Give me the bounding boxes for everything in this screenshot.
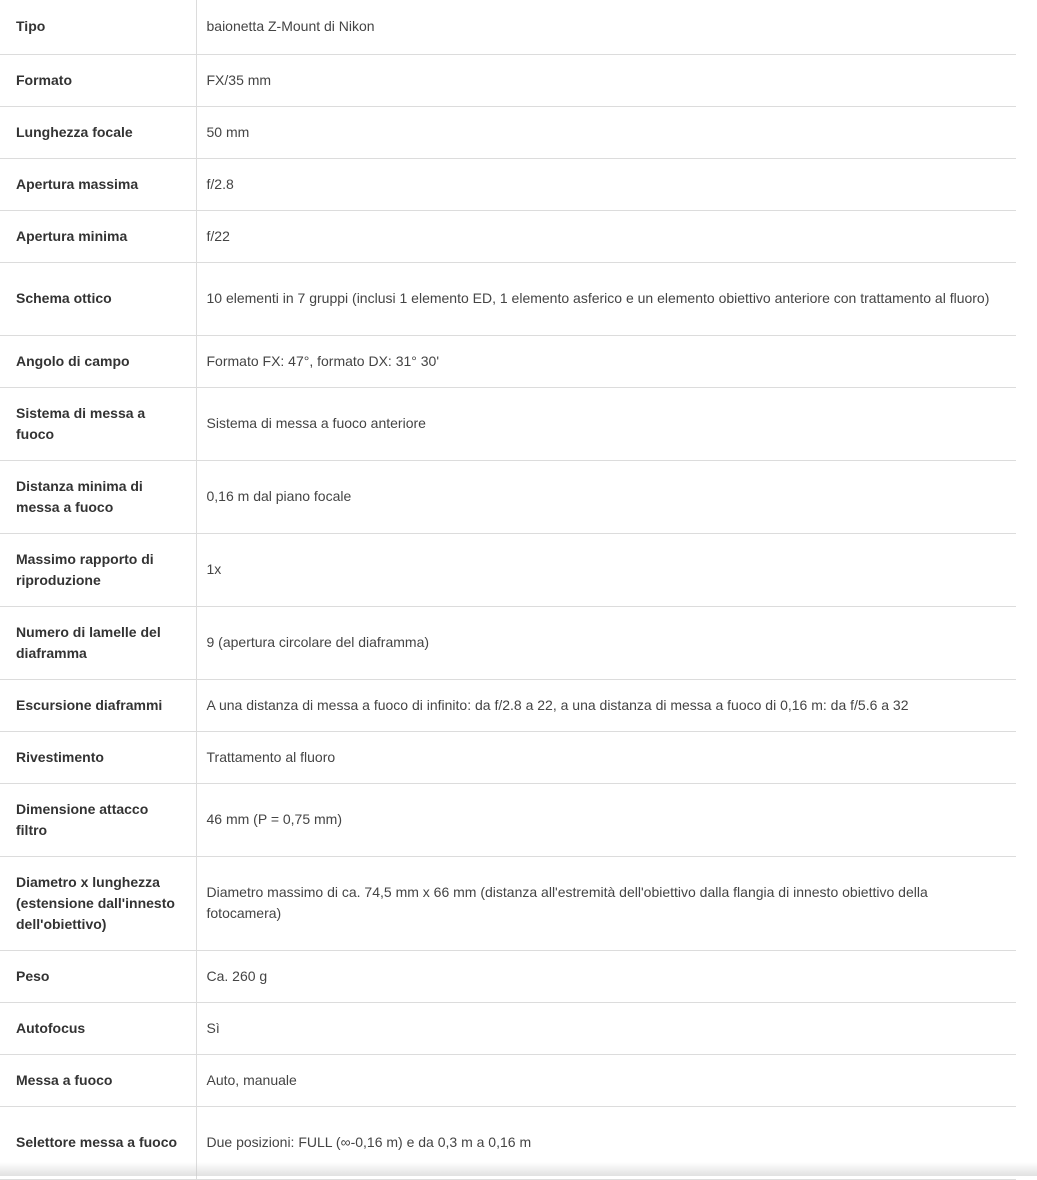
- spec-row-tipo: [0, 0, 1016, 54]
- spec-row-apertura-massima: [0, 158, 1016, 210]
- spec-label: Massimo rapporto di riproduzione: [0, 533, 196, 606]
- spec-value: 46 mm (P = 0,75 mm): [196, 783, 1016, 856]
- spec-value: 50 mm: [196, 106, 1016, 158]
- spec-label: Escursione diaframmi: [0, 679, 196, 731]
- spec-value: FX/35 mm: [196, 54, 1016, 106]
- spec-label: Sistema di messa a fuoco: [0, 387, 196, 460]
- spec-value: Diametro massimo di ca. 74,5 mm x 66 mm (distanza all'estremità dell'obiettivo dalla flangia di innesto obiettivo della fotocamera): [196, 856, 1016, 950]
- spec-row-angolo-di-campo: [0, 335, 1016, 387]
- spec-value: baionetta Z-Mount di Nikon: [196, 0, 1016, 54]
- spec-label: Schema ottico: [0, 262, 196, 335]
- spec-label: Apertura massima: [0, 158, 196, 210]
- spec-value: f/2.8: [196, 158, 1016, 210]
- spec-label: Selettore messa a fuoco: [0, 1106, 196, 1179]
- spec-value: Auto, manuale: [196, 1054, 1016, 1106]
- spec-value: f/22: [196, 210, 1016, 262]
- spec-label: Apertura minima: [0, 210, 196, 262]
- spec-row-attacco-filtro: [0, 783, 1016, 856]
- spec-row-diametro-lunghezza: [0, 856, 1016, 950]
- spec-label: Lunghezza focale: [0, 106, 196, 158]
- spec-row-formato: [0, 54, 1016, 106]
- spec-value: Trattamento al fluoro: [196, 731, 1016, 783]
- spec-row-autofocus: [0, 1002, 1016, 1054]
- spec-row-sistema-messa-a-fuoco: [0, 387, 1016, 460]
- spec-label: Tipo: [0, 0, 196, 54]
- spec-label: Autofocus: [0, 1002, 196, 1054]
- spec-label: Dimensione attacco filtro: [0, 783, 196, 856]
- spec-value: A una distanza di messa a fuoco di infinito: da f/2.8 a 22, a una distanza di messa a fuoco di 0,16 m: da f/5.6 a 32: [196, 679, 1016, 731]
- spec-value: Sì: [196, 1002, 1016, 1054]
- spec-value: 9 (apertura circolare del diaframma): [196, 606, 1016, 679]
- spec-value: 1x: [196, 533, 1016, 606]
- spec-label: Numero di lamelle del diaframma: [0, 606, 196, 679]
- spec-value: Sistema di messa a fuoco anteriore: [196, 387, 1016, 460]
- spec-value: Ca. 260 g: [196, 950, 1016, 1002]
- spec-row-peso: [0, 950, 1016, 1002]
- spec-row-apertura-minima: [0, 210, 1016, 262]
- spec-label: Peso: [0, 950, 196, 1002]
- spec-label: Rivestimento: [0, 731, 196, 783]
- spec-row-selettore-messa-a-fuoco: [0, 1106, 1016, 1179]
- spec-label: Diametro x lunghezza (estensione dall'innesto dell'obiettivo): [0, 856, 196, 950]
- spec-value: Formato FX: 47°, formato DX: 31° 30': [196, 335, 1016, 387]
- spec-value: 10 elementi in 7 gruppi (inclusi 1 elemento ED, 1 elemento asferico e un elemento obiettivo anteriore con trattamento al fluoro): [196, 262, 1016, 335]
- spec-label: Angolo di campo: [0, 335, 196, 387]
- spec-row-lunghezza-focale: [0, 106, 1016, 158]
- spec-row-schema-ottico: [0, 262, 1016, 335]
- spec-value: Due posizioni: FULL (∞-0,16 m) e da 0,3 m a 0,16 m: [196, 1106, 1016, 1179]
- spec-label: Distanza minima di messa a fuoco: [0, 460, 196, 533]
- spec-row-escursione-diaframmi: [0, 679, 1016, 731]
- spec-row-messa-a-fuoco: [0, 1054, 1016, 1106]
- spec-label: Messa a fuoco: [0, 1054, 196, 1106]
- spec-row-distanza-minima: [0, 460, 1016, 533]
- spec-row-rapporto-riproduzione: [0, 533, 1016, 606]
- spec-label: Formato: [0, 54, 196, 106]
- spec-row-rivestimento: [0, 731, 1016, 783]
- spec-value: 0,16 m dal piano focale: [196, 460, 1016, 533]
- spec-row-lamelle-diaframma: [0, 606, 1016, 679]
